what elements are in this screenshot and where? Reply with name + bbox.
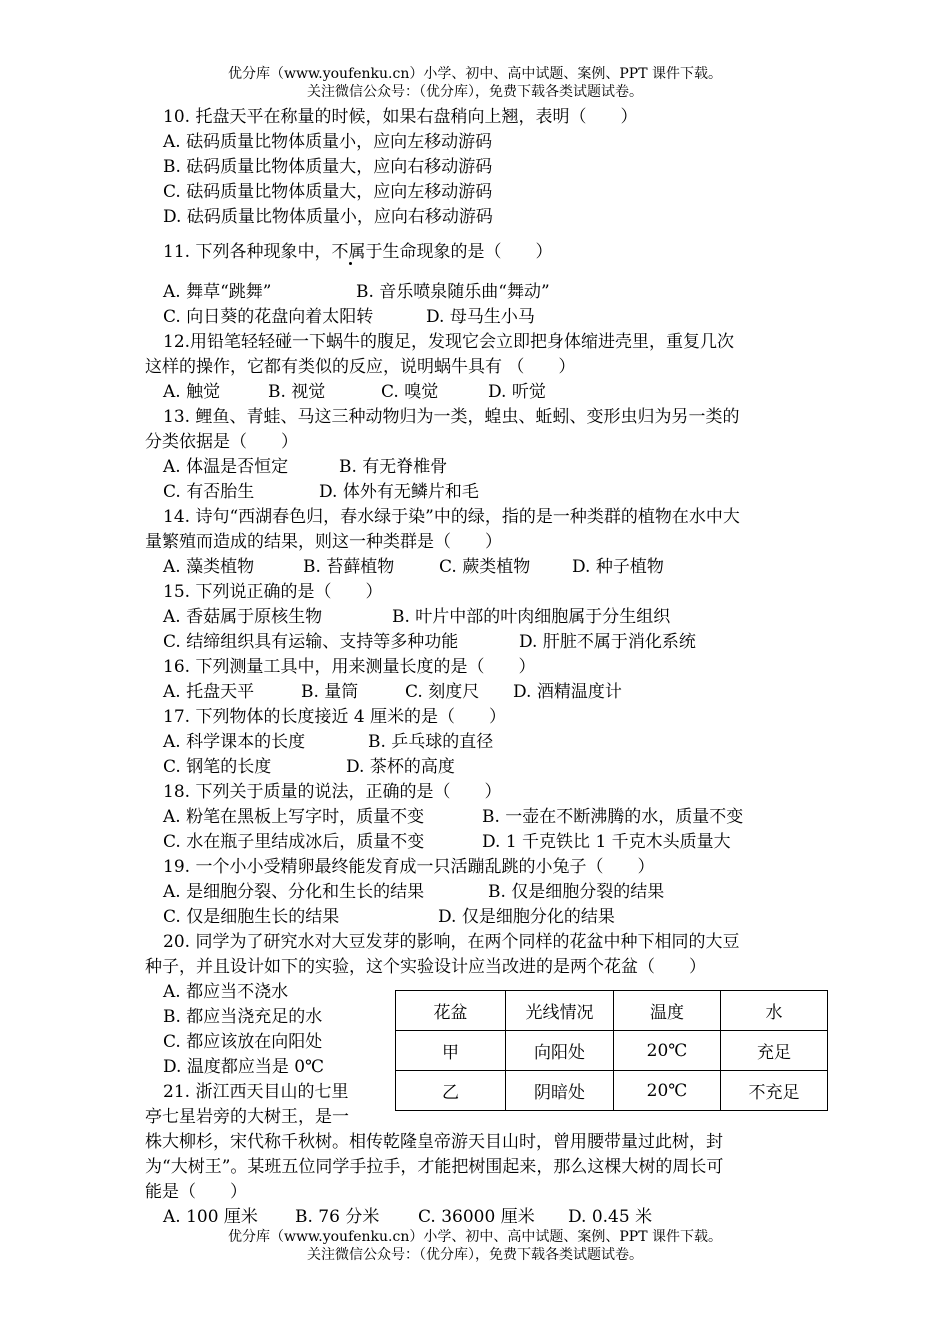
q21-option-c: C. 36000 厘米 bbox=[418, 1207, 535, 1227]
q16-option-a: A. 托盘天平 bbox=[163, 682, 255, 702]
q17-stem: 17. 下列物体的长度接近 4 厘米的是（ ） bbox=[163, 707, 507, 727]
q10-stem: 10. 托盘天平在称量的时候，如果右盘稍向上翘，表明（ ） bbox=[163, 107, 638, 127]
q13-option-d: D. 体外有无鳞片和毛 bbox=[319, 482, 479, 502]
q13-option-b: B. 有无脊椎骨 bbox=[339, 457, 448, 477]
q11-option-c: C. 向日葵的花盘向着太阳转 bbox=[163, 307, 374, 327]
q20-option-a: A. 都应当不浇水 bbox=[163, 982, 289, 1002]
q18-option-d: D. 1 千克铁比 1 千克木头质量大 bbox=[482, 832, 731, 852]
q14-option-c: C. 蕨类植物 bbox=[439, 557, 531, 577]
table-cell: 阴暗处 bbox=[506, 1071, 614, 1111]
q12-option-b: B. 视觉 bbox=[268, 382, 326, 402]
table-cell: 甲 bbox=[396, 1031, 506, 1071]
q19-stem: 19. 一个小小受精卵最终能发育成一只活蹦乱跳的小兔子（ ） bbox=[163, 857, 655, 877]
q19-option-a: A. 是细胞分裂、分化和生长的结果 bbox=[163, 882, 425, 902]
q20-option-d: D. 温度都应当是 0℃ bbox=[163, 1057, 325, 1077]
q20-stem-line-2: 种子，并且设计如下的实验，这个实验设计应当改进的是两个花盆（ ） bbox=[145, 957, 706, 977]
table-header-row bbox=[396, 991, 828, 1031]
table-header-cell: 水 bbox=[721, 991, 828, 1031]
q12-option-d: D. 听觉 bbox=[488, 382, 546, 402]
q16-option-c: C. 刻度尺 bbox=[405, 682, 480, 702]
q18-option-c: C. 水在瓶子里结成冰后，质量不变 bbox=[163, 832, 425, 852]
q19-option-c: C. 仅是细胞生长的结果 bbox=[163, 907, 340, 927]
q21-stem-line-1: 21. 浙江西天目山的七里 bbox=[163, 1082, 349, 1102]
q17-option-a: A. 科学课本的长度 bbox=[163, 732, 306, 752]
table-cell: 20℃ bbox=[614, 1031, 721, 1071]
q17-option-b: B. 乒乓球的直径 bbox=[368, 732, 494, 752]
q13-stem-line-2: 分类依据是（ ） bbox=[145, 432, 298, 452]
q10-option-b: B. 砝码质量比物体质量大，应向右移动游码 bbox=[163, 157, 493, 177]
q15-option-a: A. 香菇属于原核生物 bbox=[163, 607, 323, 627]
q15-option-c: C. 结缔组织具有运输、支持等多种功能 bbox=[163, 632, 459, 652]
q13-stem-line-1: 13. 鲤鱼、青蛙、马这三种动物归为一类，蝗虫、蚯蚓、变形虫归为另一类的 bbox=[163, 407, 740, 427]
q13-option-a: A. 体温是否恒定 bbox=[163, 457, 289, 477]
q11-stem: 11. 下列各种现象中，不属于生命现象的是（ ） bbox=[163, 242, 553, 262]
table-cell: 乙 bbox=[396, 1071, 506, 1111]
q16-option-b: B. 量筒 bbox=[301, 682, 359, 702]
table-header-cell: 温度 bbox=[614, 991, 721, 1031]
footer-watermark-line-1: 优分库（www.youfenku.cn）小学、初中、高中试题、案例、PPT 课件下载。 bbox=[227, 1229, 722, 1245]
emphasis-dot bbox=[349, 262, 352, 265]
q11-option-a: A. 舞草“跳舞” bbox=[163, 282, 272, 302]
q14-stem-line-2: 量繁殖而造成的结果，则这一种类群是（ ） bbox=[145, 532, 502, 552]
q12-stem-line-1: 12.用铅笔轻轻碰一下蜗牛的腹足，发现它会立即把身体缩进壳里，重复几次 bbox=[163, 332, 735, 352]
q20-option-b: B. 都应当浇充足的水 bbox=[163, 1007, 323, 1027]
q15-option-d: D. 肝脏不属于消化系统 bbox=[519, 632, 696, 652]
table-row bbox=[396, 1071, 828, 1111]
q14-option-a: A. 藻类植物 bbox=[163, 557, 255, 577]
table-cell: 20℃ bbox=[614, 1071, 721, 1111]
q16-option-d: D. 酒精温度计 bbox=[513, 682, 622, 702]
header-watermark-line-1: 优分库（www.youfenku.cn）小学、初中、高中试题、案例、PPT 课件下载。 bbox=[227, 66, 722, 82]
q14-stem-line-1: 14. 诗句“西湖春色归，春水绿于染”中的绿，指的是一种类群的植物在水中大 bbox=[163, 507, 740, 527]
q21-stem-line-5: 能是（ ） bbox=[145, 1182, 247, 1202]
q19-option-d: D. 仅是细胞分化的结果 bbox=[438, 907, 615, 927]
header-watermark-line-2: 关注微信公众号：（优分库），免费下载各类试题试卷。 bbox=[307, 84, 643, 100]
table-row bbox=[396, 1031, 828, 1071]
q18-stem: 18. 下列关于质量的说法，正确的是（ ） bbox=[163, 782, 502, 802]
table-header-cell: 光线情况 bbox=[506, 991, 614, 1031]
table-header-cell: 花盆 bbox=[396, 991, 506, 1031]
q21-stem-line-4: 为“大树王”。某班五位同学手拉手，才能把树围起来，那么这棵大树的周长可 bbox=[145, 1157, 724, 1177]
experiment-table bbox=[395, 990, 828, 1111]
q20-stem-line-1: 20. 同学为了研究水对大豆发芽的影响，在两个同样的花盆中种下相同的大豆 bbox=[163, 932, 740, 952]
footer-watermark-line-2: 关注微信公众号：（优分库），免费下载各类试题试卷。 bbox=[307, 1247, 643, 1263]
q15-option-b: B. 叶片中部的叶肉细胞属于分生组织 bbox=[392, 607, 671, 627]
q18-option-b: B. 一壶在不断沸腾的水，质量不变 bbox=[482, 807, 744, 827]
table-cell: 不充足 bbox=[721, 1071, 828, 1111]
q20-option-c: C. 都应该放在向阳处 bbox=[163, 1032, 323, 1052]
q19-option-b: B. 仅是细胞分裂的结果 bbox=[488, 882, 665, 902]
q10-option-c: C. 砝码质量比物体质量大，应向左移动游码 bbox=[163, 182, 493, 202]
q17-option-d: D. 茶杯的高度 bbox=[346, 757, 455, 777]
table-cell: 充足 bbox=[721, 1031, 828, 1071]
q21-option-d: D. 0.45 米 bbox=[568, 1207, 653, 1227]
q12-stem-line-2: 这样的操作，它都有类似的反应，说明蜗牛具有 （ ） bbox=[145, 357, 576, 377]
q10-option-d: D. 砝码质量比物体质量小，应向右移动游码 bbox=[163, 207, 493, 227]
q13-option-c: C. 有否胎生 bbox=[163, 482, 255, 502]
q16-stem: 16. 下列测量工具中，用来测量长度的是（ ） bbox=[163, 657, 536, 677]
q11-option-b: B. 音乐喷泉随乐曲“舞动” bbox=[356, 282, 550, 302]
q17-option-c: C. 钢笔的长度 bbox=[163, 757, 272, 777]
q14-option-d: D. 种子植物 bbox=[572, 557, 664, 577]
q21-stem-line-2: 亭七星岩旁的大树王，是一 bbox=[145, 1107, 349, 1127]
q21-option-b: B. 76 分米 bbox=[295, 1207, 380, 1227]
q12-option-c: C. 嗅觉 bbox=[381, 382, 439, 402]
q21-stem-line-3: 株大柳杉，宋代称千秋树。相传乾隆皇帝游天目山时，曾用腰带量过此树，封 bbox=[145, 1132, 723, 1152]
q18-option-a: A. 粉笔在黑板上写字时，质量不变 bbox=[163, 807, 425, 827]
q12-option-a: A. 触觉 bbox=[163, 382, 221, 402]
q11-option-d: D. 母马生小马 bbox=[426, 307, 535, 327]
q14-option-b: B. 苔藓植物 bbox=[303, 557, 395, 577]
q10-option-a: A. 砝码质量比物体质量小，应向左移动游码 bbox=[163, 132, 493, 152]
q21-option-a: A. 100 厘米 bbox=[163, 1207, 258, 1227]
table-cell: 向阳处 bbox=[506, 1031, 614, 1071]
q15-stem: 15. 下列说正确的是（ ） bbox=[163, 582, 383, 602]
